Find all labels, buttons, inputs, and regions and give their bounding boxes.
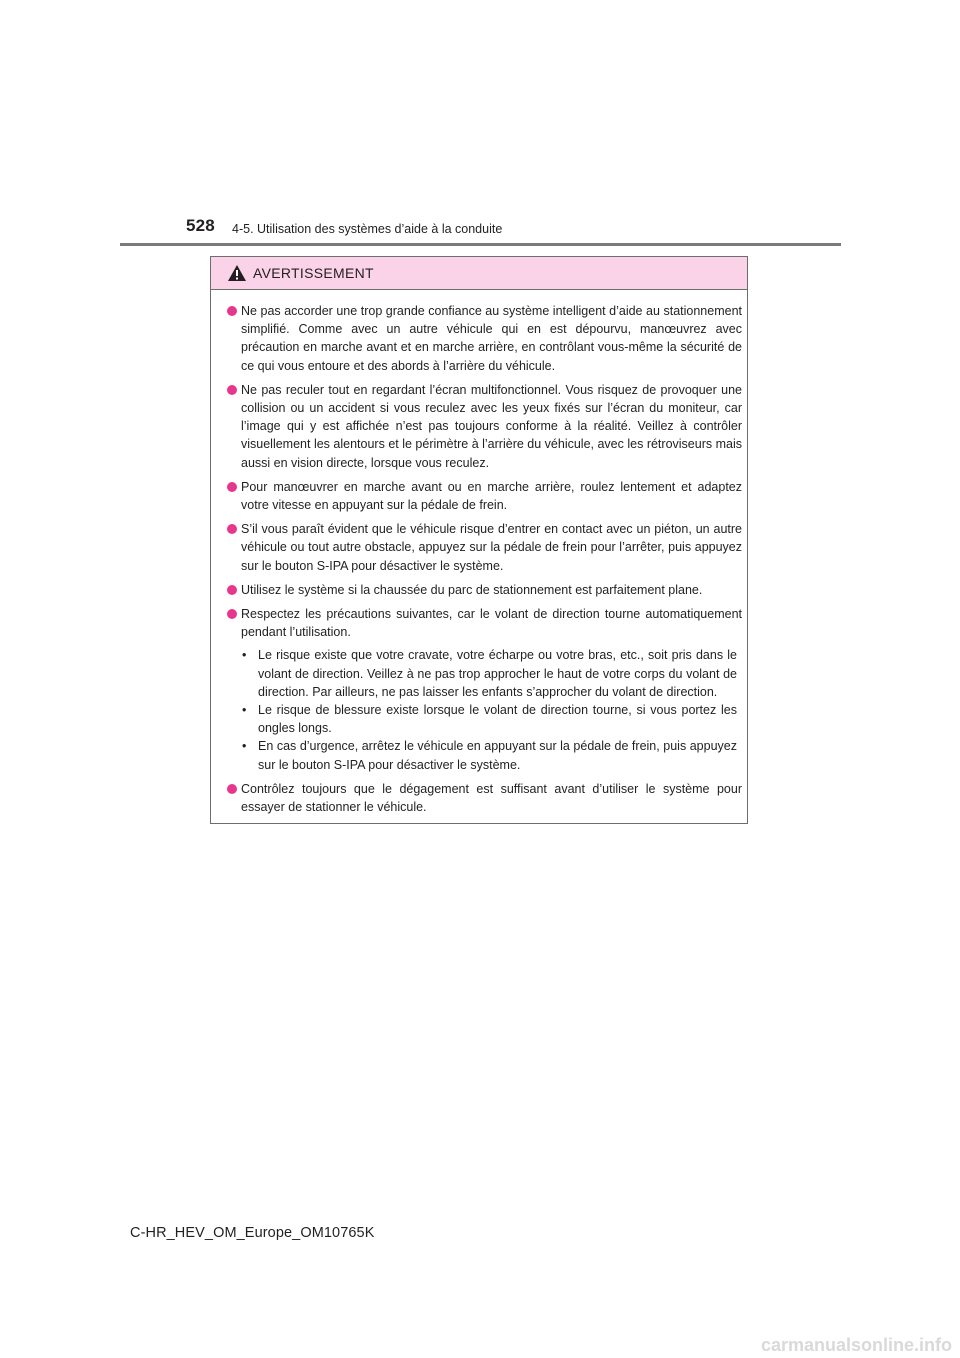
bullet-icon <box>227 524 237 534</box>
watermark: carmanualsonline.info <box>760 1335 952 1355</box>
warning-item-text: S’il vous paraît évident que le véhicule risque d’entrer en contact avec un piéton, un autre véhicule ou tout autre obstacle, appuyez sur la pédale de frein pour l’arrêter, puis appuyez sur le bouton S-IPA pour désactiver le système. <box>241 522 742 573</box>
section-title: 4-5. Utilisation des systèmes d’aide à la conduite <box>232 222 503 236</box>
bullet-icon <box>227 609 237 619</box>
page-number: 528 <box>186 216 215 235</box>
warning-item-text: Utilisez le système si la chaussée du parc de stationnement est parfaitement plane. <box>241 582 703 597</box>
warning-item <box>231 478 742 514</box>
sub-item <box>241 737 742 773</box>
bullet-icon <box>227 784 237 794</box>
sub-item <box>241 646 742 701</box>
sub-bullet: • <box>242 739 247 754</box>
warning-item-text: Ne pas reculer tout en regardant l’écran multifonctionnel. Vous risquez de provoquer une collision ou un accident si vous reculez avec les yeux fixés sur l’écran du moniteur, car l’image qui y est affichée n’est pas toujours conforme à la réalité. Veillez à contrôler visuellement les alentours et le périmètre à l’arrière du véhicule, avec les rétroviseurs mais aussi en vision directe, lorsque vous reculez. <box>241 382 742 470</box>
warning-item <box>231 381 742 472</box>
warning-item-text: Respectez les précautions suivantes, car le volant de direction tourne automatiquement pendant l’utilisation. <box>241 607 742 640</box>
header-rule <box>120 243 841 246</box>
warning-box <box>210 256 748 824</box>
warning-item <box>231 581 742 599</box>
bullet-icon <box>227 385 237 395</box>
warning-triangle-icon <box>227 264 247 282</box>
warning-item-text: Pour manœuvrer en marche avant ou en marche arrière, roulez lentement et adaptez votre vitesse en appuyant sur la pédale de frein. <box>241 479 742 513</box>
warning-item <box>231 605 742 774</box>
sub-bullet: • <box>242 703 247 718</box>
warning-item <box>231 302 742 375</box>
warning-header <box>211 257 747 290</box>
sub-bullet: • <box>242 648 247 663</box>
sub-item <box>241 701 742 737</box>
warning-item <box>231 780 742 816</box>
bullet-icon <box>227 585 237 595</box>
warning-title: AVERTISSEMENT <box>253 265 374 281</box>
warning-item-text: Contrôlez toujours que le dégagement est suffisant avant d’utiliser le système pour essayer de stationner le véhicule. <box>241 781 742 815</box>
warning-body <box>211 290 747 816</box>
sub-item-text: Le risque existe que votre cravate, votre écharpe ou votre bras, etc., soit pris dans le volant de direction. Veillez à ne pas trop approcher le haut de votre corps du volant de direction. Par ailleurs, ne pas laisser les enfants s’approcher du volant de direction. <box>258 648 737 699</box>
warning-item-text: Ne pas accorder une trop grande confiance au système intelligent d’aide au stationnement simplifié. Comme avec un autre véhicule qui en est dépourvu, manœuvrez avec précaution en marche avant et en marche arrière, en contrôlant vous-même la sécurité de ce qui vous entoure et des abords à l’arrière du véhicule. <box>241 304 742 373</box>
bullet-icon <box>227 482 237 492</box>
sub-item-text: En cas d’urgence, arrêtez le véhicule en appuyant sur la pédale de frein, puis appuyez sur le bouton S-IPA pour désactiver le système. <box>258 739 737 772</box>
warning-item <box>231 520 742 575</box>
sub-list <box>241 646 742 773</box>
footer-doc-code: C-HR_HEV_OM_Europe_OM10765K <box>130 1225 375 1241</box>
sub-item-text: Le risque de blessure existe lorsque le volant de direction tourne, si vous portez les ongles longs. <box>258 703 737 736</box>
bullet-icon <box>227 306 237 316</box>
